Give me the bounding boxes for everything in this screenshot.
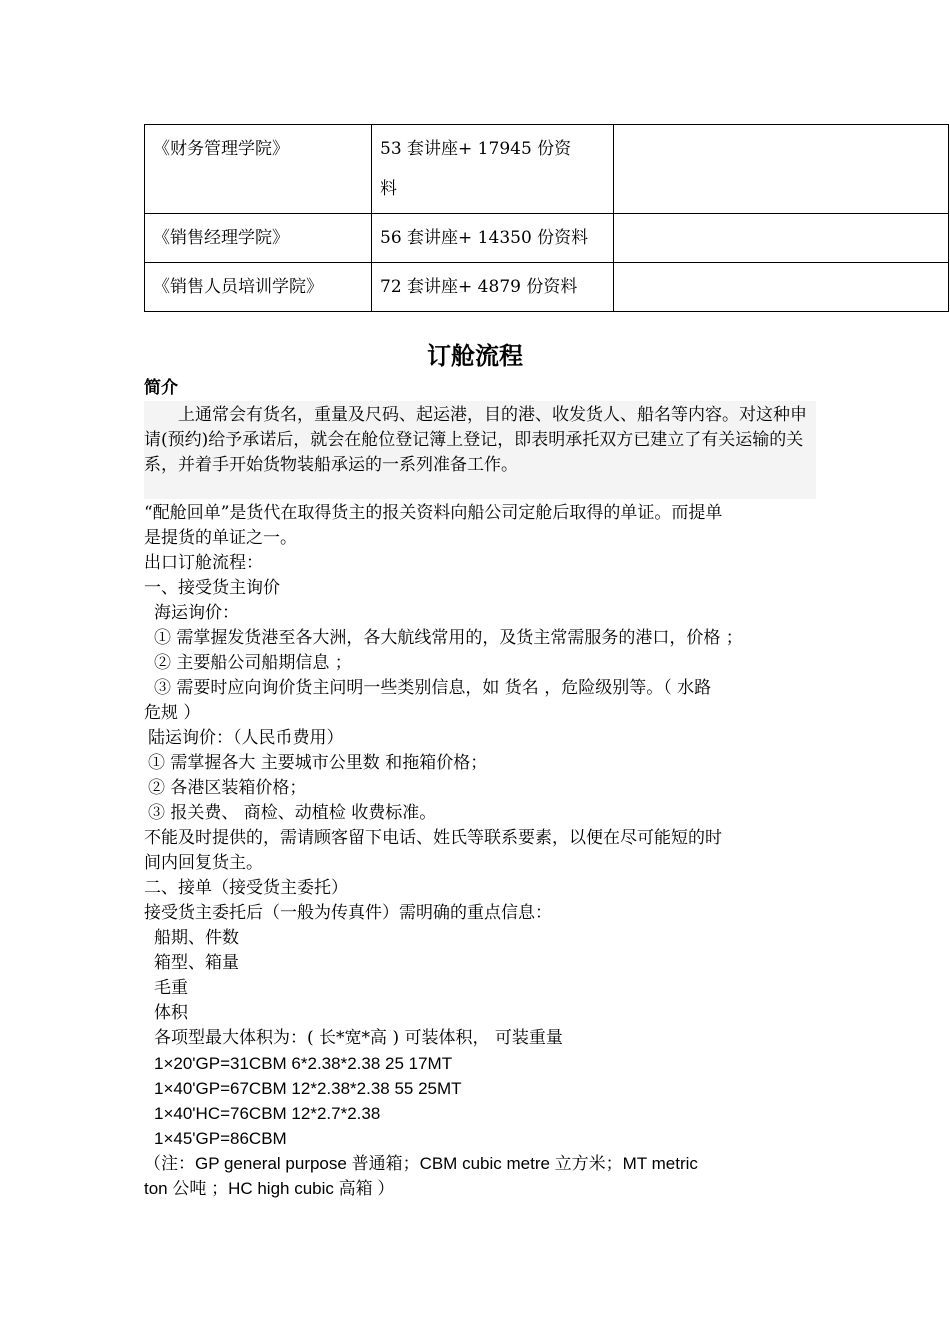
intro-block — [144, 401, 816, 499]
list-item: 船期、件数 — [154, 928, 239, 948]
list-item: 各项型最大体积为：( 长*宽*高 ) 可装体积， 可装重量 — [154, 1028, 563, 1048]
desc-line: 53 套讲座+ 17945 份资 — [380, 139, 572, 159]
body-line: 接受货主委托后（一般为传真件）需明确的重点信息： — [144, 903, 552, 923]
table-row — [145, 263, 949, 312]
doc-body — [144, 376, 816, 1201]
list-item: ① 需掌握各大 主要城市公里数 和拖箱价格； — [148, 753, 488, 773]
table-cell-desc: 56 套讲座+ 14350 份资料 — [372, 214, 614, 263]
body-line: 不能及时提供的，需请顾客留下电话、姓氏等联系要素，以便在尽可能短的时 — [144, 828, 722, 848]
list-item: ③ 报关费、 商检、动植检 收费标准。 — [148, 803, 437, 823]
list-item: 箱型、箱量 — [154, 953, 239, 973]
note-line: （注：GP general purpose 普通箱；CBM cubic metre 立方米；MT metric — [144, 1154, 698, 1173]
list-item: ① 需掌握发货港至各大洲，各大航线常用的，及货主常需服务的港口，价格 ； — [154, 628, 743, 648]
table-cell-name: 《销售经理学院》 — [145, 214, 372, 263]
table-cell-name: 《销售人员培训学院》 — [145, 263, 372, 312]
table-cell-name: 《财务管理学院》 — [145, 125, 372, 214]
body-line: 出口订舱流程： — [144, 553, 263, 573]
container-spec: 1×20'GP=31CBM 6*2.38*2.38 25 17MT — [154, 1054, 453, 1073]
section-heading: 一、接受货主询价 — [144, 578, 280, 598]
container-spec: 1×40'HC=76CBM 12*2.7*2.38 — [154, 1104, 381, 1123]
list-item: ② 各港区装箱价格； — [148, 778, 307, 798]
resource-table — [144, 124, 949, 312]
intro-heading: 简介 — [144, 378, 178, 398]
sub-heading: 陆运询价：（人民币费用） — [148, 728, 344, 748]
container-spec: 1×45'GP=86CBM — [154, 1129, 287, 1148]
intro-paragraph: 上通常会有货名，重量及尺码、起运港，目的港、收发货人、船名等内容。对这种申请(预约)给予承诺后，就会在舱位登记簿上登记，即表明承托双方已建立了有关运输的关系，并着手开始货物装船承运的一系列准备工作。 — [144, 405, 807, 475]
table-cell-desc — [372, 125, 614, 214]
container-spec: 1×40'GP=67CBM 12*2.38*2.38 55 25MT — [154, 1079, 462, 1098]
table-cell-extra — [614, 214, 949, 263]
list-item: ② 主要船公司船期信息 ； — [154, 653, 352, 673]
body-line: 间内回复货主。 — [144, 853, 263, 873]
note-line: ton 公吨 ；HC high cubic 高箱 ） — [144, 1179, 395, 1198]
table-row — [145, 214, 949, 263]
list-item: ③ 需要时应向询价货主问明一些类别信息，如 货名 ，危险级别等。（ 水路 — [154, 678, 712, 698]
table-cell-extra — [614, 125, 949, 214]
desc-line: 料 — [380, 179, 397, 199]
body-line: 是提货的单证之一。 — [144, 528, 297, 548]
body-line: “配舱回单”是货代在取得货主的报关资料向船公司定舱后取得的单证。而提单 — [144, 503, 723, 523]
table-cell-extra — [614, 263, 949, 312]
table-row — [145, 125, 949, 214]
section-heading: 二、接单（接受货主委托） — [144, 878, 348, 898]
sub-heading: 海运询价： — [154, 603, 239, 623]
doc-title: 订舱流程 — [427, 341, 523, 370]
table-cell-desc: 72 套讲座+ 4879 份资料 — [372, 263, 614, 312]
list-item: 体积 — [154, 1003, 188, 1023]
list-item: 毛重 — [154, 978, 188, 998]
body-line: 危规 ） — [144, 703, 201, 723]
